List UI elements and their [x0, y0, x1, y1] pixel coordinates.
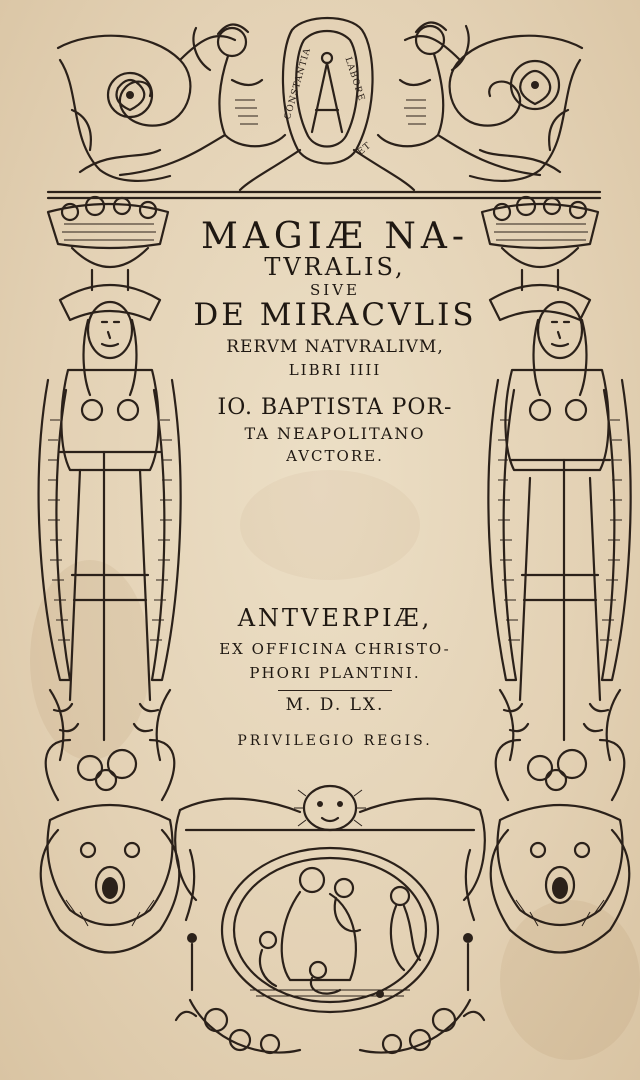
title-line-6: LIBRI IIII: [288, 361, 382, 379]
title-line-2: TVRALIS,: [264, 253, 406, 281]
printer-device-compass: [240, 18, 414, 190]
right-herm-column: [482, 197, 631, 953]
device-motto-left: CONSTANTIA: [283, 46, 314, 121]
left-scroll-ornament: [58, 36, 235, 181]
author-line-3: AVCTORE.: [286, 447, 384, 465]
top-frieze: [48, 18, 600, 198]
title-line-1: MAGIÆ NA-: [201, 216, 469, 257]
author-line-1: IO. BAPTISTA POR-: [217, 395, 453, 420]
device-motto-bottom: ET: [356, 140, 374, 158]
author-line-2: TA NEAPOLITANO: [244, 424, 426, 443]
title-line-3: SIVE: [310, 281, 360, 299]
imprint-block: [172, 604, 498, 749]
left-caryatid-siren: [120, 24, 285, 175]
left-herm-column: [39, 197, 181, 953]
imprint-place: ANTVERPIÆ,: [237, 604, 433, 632]
right-scroll-ornament: [405, 36, 582, 181]
imprint-printer-2: PHORI PLANTINI.: [249, 664, 421, 682]
title-block: [172, 210, 498, 465]
imprint-printer-1: EX OFFICINA CHRISTO-: [219, 640, 451, 658]
bottom-cartouche: [175, 786, 485, 1053]
title-line-5: RERVM NATVRALIVM,: [226, 337, 444, 357]
imprint-year: M. D. LX.: [278, 690, 393, 715]
imprint-privilege: PRIVILEGIO REGIS.: [237, 733, 433, 749]
device-motto-right: LABORE: [342, 56, 367, 103]
title-line-4: DE MIRACVLIS: [193, 297, 477, 333]
